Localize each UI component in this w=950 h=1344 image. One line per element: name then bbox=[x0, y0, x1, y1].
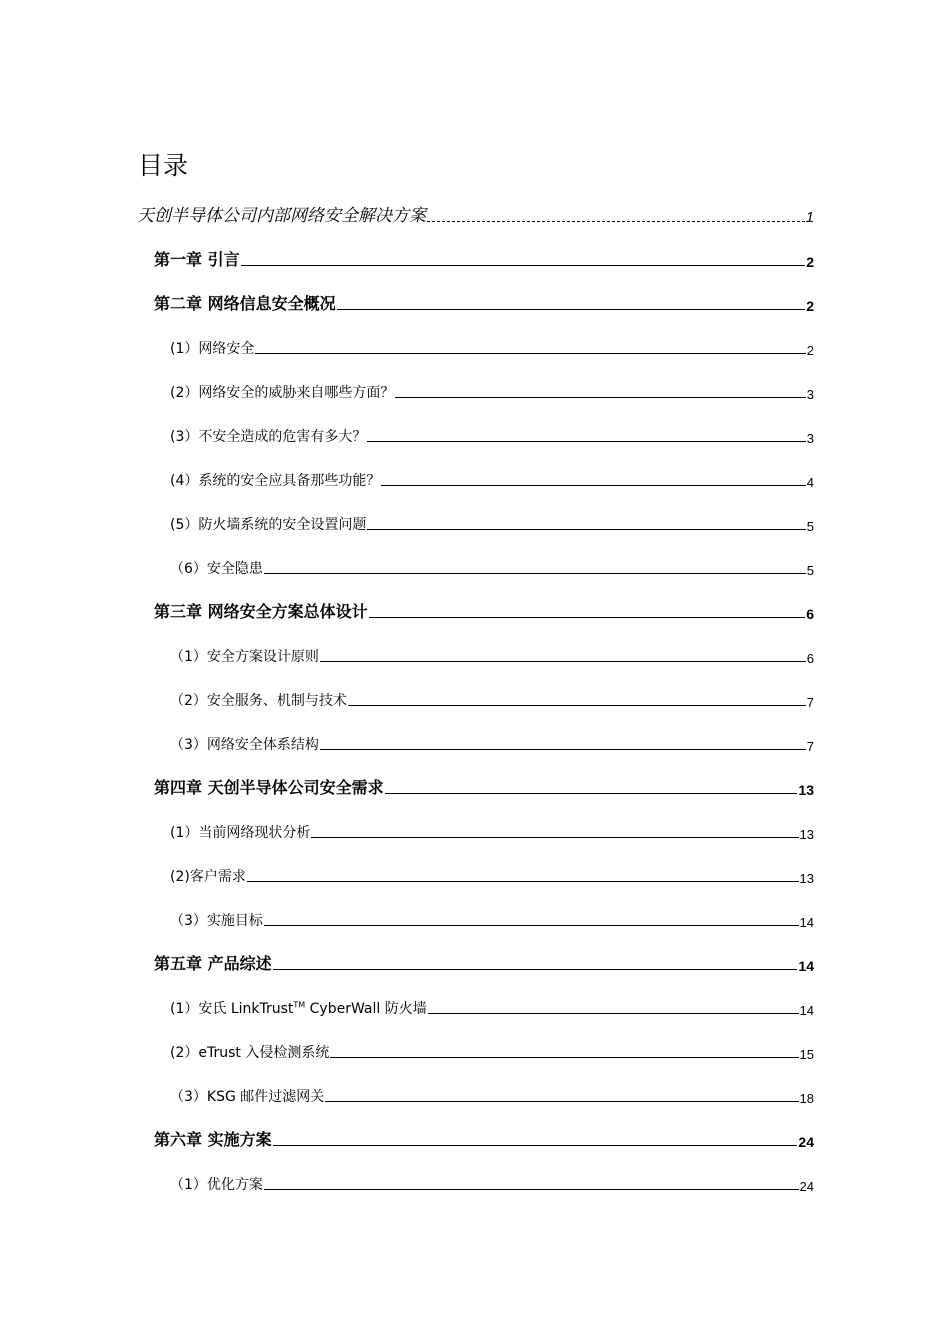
toc-entry-label: （3）KSG 邮件过滤网关 bbox=[170, 1089, 325, 1105]
toc-entry-page: 1 bbox=[805, 209, 814, 226]
toc-entry-page: 2 bbox=[806, 254, 814, 270]
toc-entry-label: 第三章 网络安全方案总体设计 bbox=[154, 602, 368, 621]
toc-entry-page: 15 bbox=[799, 1047, 814, 1062]
toc-entry-page: 2 bbox=[806, 343, 814, 358]
toc-entry-page: 7 bbox=[806, 695, 814, 710]
toc-entry-label-pre: (1）安氏 LinkTrust bbox=[170, 1001, 294, 1017]
toc-leader bbox=[367, 529, 805, 530]
toc-leader bbox=[385, 793, 798, 794]
toc-leader bbox=[247, 881, 799, 882]
toc-leader bbox=[337, 309, 806, 310]
toc-entry-chapter[interactable] bbox=[154, 290, 814, 314]
toc-entry-section[interactable] bbox=[170, 818, 814, 842]
toc-entry-page: 3 bbox=[806, 387, 814, 402]
toc-leader bbox=[427, 221, 805, 222]
toc-entry-label: (1）当前网络现状分析 bbox=[170, 825, 311, 841]
toc-entry-label: 第四章 天创半导体公司安全需求 bbox=[154, 778, 384, 797]
toc-entry-label: (2）eTrust 入侵检测系统 bbox=[170, 1045, 330, 1061]
toc-entry-section[interactable] bbox=[170, 994, 814, 1018]
toc-entry-section[interactable] bbox=[170, 686, 814, 710]
toc-entry-label: （2）安全服务、机制与技术 bbox=[170, 693, 347, 709]
toc-entry-label: 第六章 实施方案 bbox=[154, 1130, 272, 1149]
toc-entry-chapter[interactable] bbox=[154, 950, 814, 974]
toc-entry-section[interactable] bbox=[170, 1082, 814, 1106]
toc-entry-page: 7 bbox=[806, 739, 814, 754]
toc-entry-label: (1）网络安全 bbox=[170, 341, 255, 357]
toc-entry-section[interactable] bbox=[170, 378, 814, 402]
toc-entry-label: (2)客户需求 bbox=[170, 869, 246, 885]
toc-entry-page: 4 bbox=[806, 475, 814, 490]
toc-leader bbox=[264, 1189, 799, 1190]
toc-entry-label bbox=[170, 998, 427, 1018]
toc-entry-section[interactable] bbox=[170, 334, 814, 358]
toc-heading: 目录 bbox=[138, 151, 189, 180]
toc-entry-label: (5）防火墙系统的安全设置问题 bbox=[170, 517, 367, 533]
toc-entry-page: 13 bbox=[799, 827, 814, 842]
toc-entry-section[interactable] bbox=[170, 422, 814, 446]
toc-leader bbox=[348, 705, 806, 706]
toc-entry-title[interactable] bbox=[137, 202, 814, 226]
toc-entry-page: 18 bbox=[799, 1091, 814, 1106]
toc-entry-section[interactable] bbox=[170, 554, 814, 578]
toc-entry-label: （3）实施目标 bbox=[170, 913, 263, 929]
toc-leader bbox=[264, 925, 799, 926]
trademark-superscript: TM bbox=[293, 1000, 306, 1010]
toc-entry-section[interactable] bbox=[170, 730, 814, 754]
toc-leader bbox=[330, 1057, 798, 1058]
toc-leader bbox=[428, 1013, 799, 1014]
toc-entry-page: 13 bbox=[799, 871, 814, 886]
toc-entry-page: 24 bbox=[798, 1134, 814, 1150]
toc-entry-section[interactable] bbox=[170, 642, 814, 666]
toc-leader bbox=[325, 1101, 798, 1102]
toc-entry-section[interactable] bbox=[170, 510, 814, 534]
toc-leader bbox=[367, 441, 805, 442]
toc-leader bbox=[311, 837, 798, 838]
toc-entry-section[interactable] bbox=[170, 862, 814, 886]
toc-entry-chapter[interactable] bbox=[154, 1126, 814, 1150]
toc-entry-chapter[interactable] bbox=[154, 246, 814, 270]
toc-leader bbox=[320, 749, 806, 750]
toc-entry-label-post: CyberWall 防火墙 bbox=[305, 1001, 427, 1017]
toc-leader bbox=[273, 969, 798, 970]
toc-entry-page: 2 bbox=[806, 298, 814, 314]
toc-entry-label: （6）安全隐患 bbox=[170, 561, 263, 577]
toc-entry-label: 第一章 引言 bbox=[154, 250, 240, 269]
toc-entry-chapter[interactable] bbox=[154, 774, 814, 798]
toc-entry-section[interactable] bbox=[170, 906, 814, 930]
toc-entry-page: 24 bbox=[799, 1179, 814, 1194]
toc-entry-label: 第二章 网络信息安全概况 bbox=[154, 294, 336, 313]
toc-entry-page: 14 bbox=[798, 958, 814, 974]
toc-leader bbox=[255, 353, 805, 354]
toc-entry-label: （1）安全方案设计原则 bbox=[170, 649, 319, 665]
toc-entry-label: (3）不安全造成的危害有多大？ bbox=[170, 429, 367, 445]
toc-entry-page: 6 bbox=[806, 606, 814, 622]
toc-entry-section[interactable] bbox=[170, 466, 814, 490]
toc-entry-section[interactable] bbox=[170, 1170, 814, 1194]
toc-leader bbox=[264, 573, 806, 574]
toc-entry-page: 5 bbox=[806, 563, 814, 578]
toc-leader bbox=[241, 265, 806, 266]
toc-entry-page: 3 bbox=[806, 431, 814, 446]
toc-leader bbox=[381, 485, 805, 486]
toc-entry-page: 14 bbox=[799, 1003, 814, 1018]
toc-leader bbox=[273, 1145, 798, 1146]
toc-entry-label: （1）优化方案 bbox=[170, 1177, 263, 1193]
toc-entry-section[interactable] bbox=[170, 1038, 814, 1062]
toc-leader bbox=[395, 397, 805, 398]
toc-entry-chapter[interactable] bbox=[154, 598, 814, 622]
toc-leader bbox=[369, 617, 806, 618]
toc-entry-label: （3）网络安全体系结构 bbox=[170, 737, 319, 753]
toc-entry-label: 天创半导体公司内部网络安全解决方案 bbox=[137, 206, 426, 226]
toc-entry-label: (4）系统的安全应具备那些功能？ bbox=[170, 473, 381, 489]
toc-entry-label: 第五章 产品综述 bbox=[154, 954, 272, 973]
toc-entry-page: 6 bbox=[806, 651, 814, 666]
toc-leader bbox=[320, 661, 806, 662]
toc-entry-page: 14 bbox=[799, 915, 814, 930]
toc-entry-page: 5 bbox=[806, 519, 814, 534]
toc-entry-label: (2）网络安全的威胁来自哪些方面？ bbox=[170, 385, 395, 401]
toc-entry-page: 13 bbox=[798, 782, 814, 798]
